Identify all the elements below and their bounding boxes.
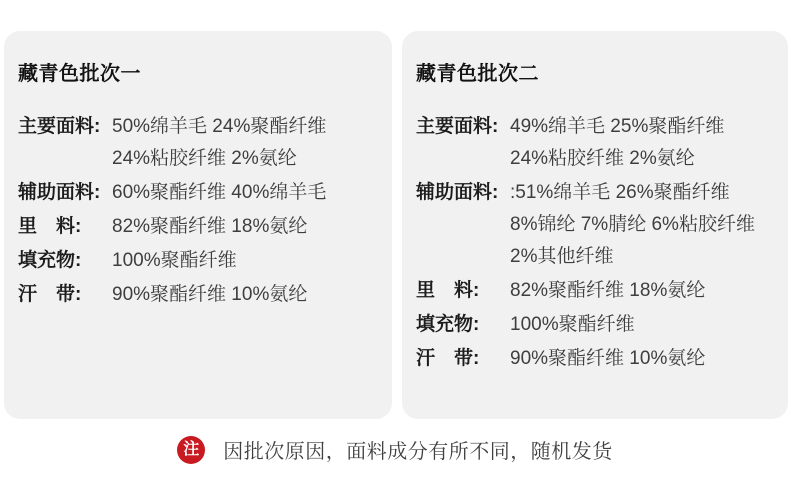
row-label: 辅助面料: <box>18 182 101 203</box>
value-line: 2%其他纤维 <box>510 246 614 267</box>
row-label: 里 料: <box>18 216 82 237</box>
value-line: :51%绵羊毛 26%聚酯纤维 <box>510 182 730 203</box>
fabric-row-lining <box>416 275 778 307</box>
row-values <box>112 279 382 311</box>
fabric-row-main <box>416 111 778 175</box>
value-line: 50%绵羊毛 24%聚酯纤维 <box>112 116 327 137</box>
batch-note <box>0 435 790 464</box>
row-label: 填充物: <box>416 314 480 335</box>
row-values <box>510 343 778 375</box>
row-label: 填充物: <box>18 250 82 271</box>
batch-2-card <box>402 31 788 419</box>
row-values <box>510 275 778 307</box>
row-values <box>112 211 382 243</box>
fabric-row-sweatband <box>416 343 778 375</box>
fabric-row-filling <box>416 309 778 341</box>
fabric-row-main <box>18 111 382 175</box>
row-values <box>510 111 778 175</box>
value-line: 49%绵羊毛 25%聚酯纤维 <box>510 116 725 137</box>
value-line: 24%粘胶纤维 2%氨纶 <box>112 148 297 169</box>
row-values <box>510 309 778 341</box>
fabric-row-auxiliary <box>18 177 382 209</box>
value-line: 100%聚酯纤维 <box>112 250 237 271</box>
row-values <box>510 177 778 273</box>
note-text: 因批次原因，面料成分有所不同，随机发货 <box>223 441 613 463</box>
row-label: 主要面料: <box>18 116 101 137</box>
row-label: 汗 带: <box>416 348 480 369</box>
fabric-row-sweatband <box>18 279 382 311</box>
value-line: 90%聚酯纤维 10%氨纶 <box>510 348 706 369</box>
row-values <box>112 177 382 209</box>
row-label: 辅助面料: <box>416 182 499 203</box>
row-values <box>112 111 382 175</box>
value-line: 60%聚酯纤维 40%绵羊毛 <box>112 182 327 203</box>
value-line: 8%锦纶 7%腈纶 6%粘胶纤维 <box>510 214 755 235</box>
fabric-row-auxiliary <box>416 177 778 273</box>
row-label: 主要面料: <box>416 116 499 137</box>
batch-1-card <box>4 31 392 419</box>
value-line: 24%粘胶纤维 2%氨纶 <box>510 148 695 169</box>
value-line: 100%聚酯纤维 <box>510 314 635 335</box>
value-line: 90%聚酯纤维 10%氨纶 <box>112 284 308 305</box>
value-line: 82%聚酯纤维 18%氨纶 <box>112 216 308 237</box>
fabric-row-filling <box>18 245 382 277</box>
row-values <box>112 245 382 277</box>
row-label: 汗 带: <box>18 284 82 305</box>
value-line: 82%聚酯纤维 18%氨纶 <box>510 280 706 301</box>
note-badge-icon: 注 <box>177 436 205 464</box>
fabric-row-lining <box>18 211 382 243</box>
batch-1-title: 藏青色批次一 <box>18 63 141 85</box>
batch-2-title: 藏青色批次二 <box>416 63 539 85</box>
row-label: 里 料: <box>416 280 480 301</box>
